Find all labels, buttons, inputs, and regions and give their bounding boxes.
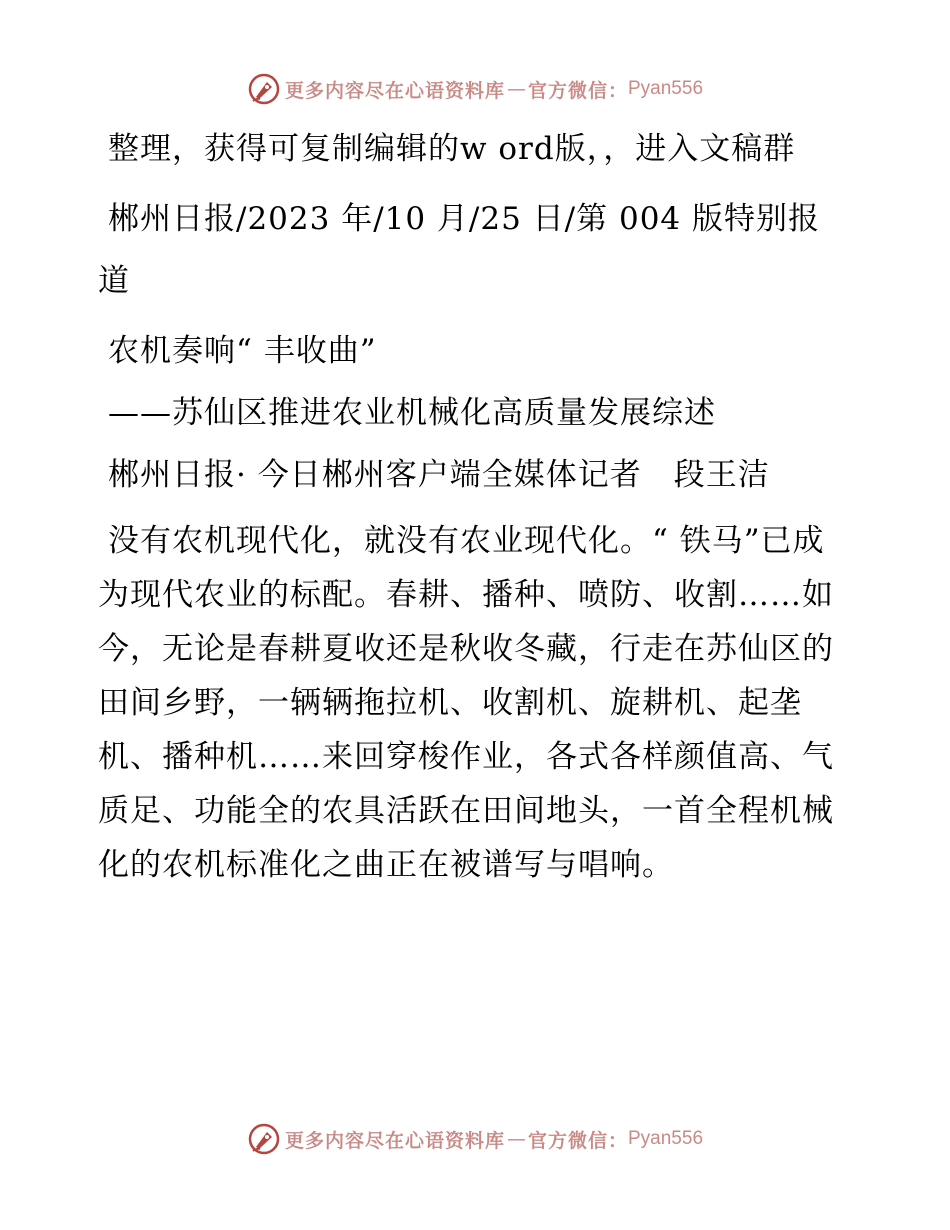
headline: 农机奏响“ 丰收曲” — [108, 333, 377, 369]
watermark-wechat-id: Pyan556 — [628, 78, 704, 99]
watermark-wechat-id: Pyan556 — [628, 1128, 704, 1149]
body-paragraph: 没有农机现代化，就没有农业现代化。“ 铁马”已成为现代农业的标配。春耕、播种、喷防、收割……如今，无论是春耕夏收还是秋收冬藏，行走在苏仙区的田间乡野，一辆辆拖拉机、收割机、旋耕机、起垄机、播种机……来回穿梭作业，各式各样颜值高、气质足、功能全的农具活跃在田间地头，一首全程机械化的农机标准化之曲正在被谱写与唱响。 — [98, 523, 834, 883]
watermark-official: 官方微信： — [527, 79, 628, 102]
byline: 郴州日报· 今日郴州客户端全媒体记者 段王洁 — [108, 457, 770, 493]
pen-nib-circle-icon — [247, 1122, 281, 1156]
source-line: 郴州日报/2023 年/10 月/25 日/第 004 版特别报道 — [98, 201, 821, 299]
watermark-official: 官方微信： — [527, 1129, 628, 1152]
footer-watermark — [0, 1122, 950, 1156]
subheadline: ——苏仙区推进农业机械化高质量发展综述 — [108, 395, 716, 431]
watermark-text: 更多内容尽在心语资料库 — [284, 1129, 505, 1152]
intro-line: 整理，获得可复制编辑的w ord版，，进入文稿群 — [108, 131, 796, 167]
watermark-dash: — — [506, 78, 526, 100]
document-content — [98, 118, 850, 892]
header-watermark — [0, 72, 950, 106]
pen-nib-circle-icon — [247, 72, 281, 106]
watermark-text: 更多内容尽在心语资料库 — [284, 79, 505, 102]
watermark-dash: — — [506, 1128, 526, 1150]
